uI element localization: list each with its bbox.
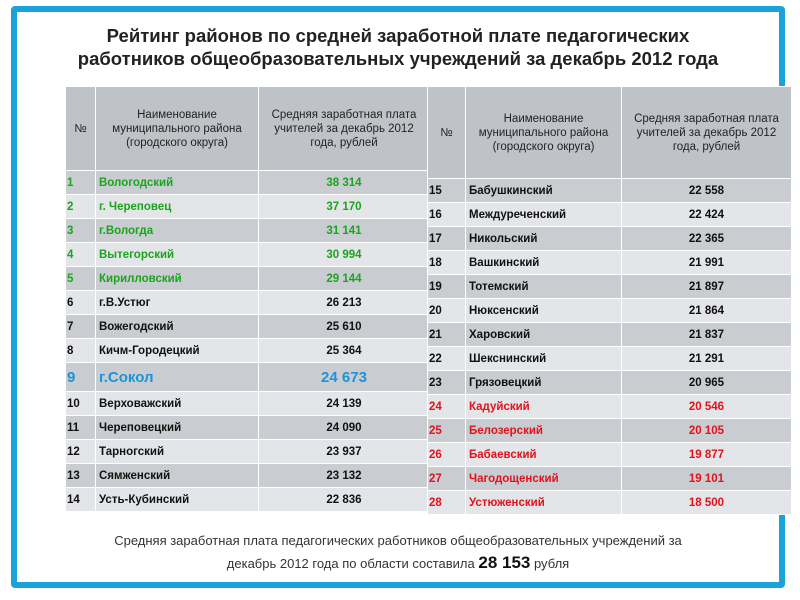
- salary-cell: 21 991: [622, 251, 792, 275]
- district-cell: Никольский: [466, 227, 622, 251]
- district-cell: Междуреченский: [466, 203, 622, 227]
- salary-cell: 24 673: [259, 363, 430, 392]
- rank-cell: 27: [428, 467, 466, 491]
- footer-line-1: Средняя заработная плата педагогических работников общеобразовательных учреждений за: [114, 533, 682, 548]
- district-cell: Бабаевский: [466, 443, 622, 467]
- table-row: [428, 203, 792, 227]
- salary-cell: 19 101: [622, 467, 792, 491]
- salary-cell: 22 365: [622, 227, 792, 251]
- table-row: [428, 299, 792, 323]
- table-row: [428, 371, 792, 395]
- header-name: Наименование муниципального района (городского округа): [466, 87, 622, 179]
- table-row: [66, 219, 430, 243]
- table-row: [428, 227, 792, 251]
- salary-cell: 20 546: [622, 395, 792, 419]
- salary-cell: 26 213: [259, 291, 430, 315]
- district-cell: Верховажский: [96, 392, 259, 416]
- district-cell: г.В.Устюг: [96, 291, 259, 315]
- salary-cell: 29 144: [259, 267, 430, 291]
- table-row: [428, 419, 792, 443]
- rank-cell: 10: [66, 392, 96, 416]
- salary-cell: 22 836: [259, 488, 430, 512]
- district-cell: Кичм-Городецкий: [96, 339, 259, 363]
- salary-cell: 21 897: [622, 275, 792, 299]
- salary-cell: 21 837: [622, 323, 792, 347]
- rank-cell: 3: [66, 219, 96, 243]
- rank-cell: 1: [66, 171, 96, 195]
- salary-cell: 19 877: [622, 443, 792, 467]
- rank-cell: 13: [66, 464, 96, 488]
- rank-cell: 18: [428, 251, 466, 275]
- table-row: [428, 491, 792, 515]
- rank-cell: 25: [428, 419, 466, 443]
- rank-cell: 28: [428, 491, 466, 515]
- table-row: [428, 443, 792, 467]
- header-num: №: [66, 87, 96, 171]
- district-cell: Усть-Кубинский: [96, 488, 259, 512]
- district-cell: г.Сокол: [96, 363, 259, 392]
- rank-cell: 4: [66, 243, 96, 267]
- rank-cell: 24: [428, 395, 466, 419]
- footer-line-2: [17, 552, 779, 575]
- salary-cell: 21 291: [622, 347, 792, 371]
- rank-cell: 8: [66, 339, 96, 363]
- district-cell: г.Вологда: [96, 219, 259, 243]
- footer-summary: [17, 530, 779, 575]
- ranking-table-right: [427, 86, 792, 515]
- rank-cell: 6: [66, 291, 96, 315]
- regional-average-value: 28 153: [478, 553, 531, 572]
- table-row: [66, 267, 430, 291]
- table-row: [66, 171, 430, 195]
- table-row: [428, 395, 792, 419]
- table-row: [66, 464, 430, 488]
- rank-cell: 7: [66, 315, 96, 339]
- rank-cell: 12: [66, 440, 96, 464]
- rank-cell: 16: [428, 203, 466, 227]
- header-name: Наименование муниципального района (городского округа): [96, 87, 259, 171]
- rank-cell: 5: [66, 267, 96, 291]
- rank-cell: 15: [428, 179, 466, 203]
- salary-cell: 20 965: [622, 371, 792, 395]
- table-row: [66, 243, 430, 267]
- table-row: [428, 275, 792, 299]
- salary-cell: 24 139: [259, 392, 430, 416]
- table-row: [66, 488, 430, 512]
- header-num: №: [428, 87, 466, 179]
- right-table-body: [428, 179, 792, 515]
- district-cell: Бабушкинский: [466, 179, 622, 203]
- rank-cell: 19: [428, 275, 466, 299]
- table-row: [66, 392, 430, 416]
- rank-cell: 23: [428, 371, 466, 395]
- header-salary: Средняя заработная плата учителей за декабрь 2012 года, рублей: [622, 87, 792, 179]
- district-cell: Грязовецкий: [466, 371, 622, 395]
- rank-cell: 20: [428, 299, 466, 323]
- header-salary: Средняя заработная плата учителей за декабрь 2012 года, рублей: [259, 87, 430, 171]
- rank-cell: 9: [66, 363, 96, 392]
- title-line-1: Рейтинг районов по средней заработной плате педагогических: [106, 25, 690, 46]
- footer-line-2-text: декабрь 2012 года по области составила: [226, 556, 479, 571]
- district-cell: Вашкинский: [466, 251, 622, 275]
- table-row: [428, 179, 792, 203]
- rank-cell: 22: [428, 347, 466, 371]
- table-row: [66, 195, 430, 219]
- rank-cell: 2: [66, 195, 96, 219]
- district-cell: Кадуйский: [466, 395, 622, 419]
- table-row: [66, 315, 430, 339]
- district-cell: Шекснинский: [466, 347, 622, 371]
- table-row: [428, 467, 792, 491]
- salary-cell: 22 558: [622, 179, 792, 203]
- salary-cell: 23 937: [259, 440, 430, 464]
- district-cell: Вологодский: [96, 171, 259, 195]
- title-line-2: работников общеобразовательных учреждений за декабрь 2012 года: [77, 48, 719, 69]
- salary-cell: 24 090: [259, 416, 430, 440]
- district-cell: Тарногский: [96, 440, 259, 464]
- footer-currency: рубля: [530, 556, 570, 571]
- table-row: [66, 440, 430, 464]
- district-cell: Устюженский: [466, 491, 622, 515]
- rank-cell: 14: [66, 488, 96, 512]
- salary-cell: 18 500: [622, 491, 792, 515]
- left-table-body: [66, 171, 430, 512]
- district-cell: Харовский: [466, 323, 622, 347]
- rank-cell: 17: [428, 227, 466, 251]
- district-cell: г. Череповец: [96, 195, 259, 219]
- salary-cell: 30 994: [259, 243, 430, 267]
- table-row: [428, 323, 792, 347]
- district-cell: Чагодощенский: [466, 467, 622, 491]
- salary-cell: 31 141: [259, 219, 430, 243]
- salary-cell: 23 132: [259, 464, 430, 488]
- district-cell: Череповецкий: [96, 416, 259, 440]
- salary-cell: 37 170: [259, 195, 430, 219]
- salary-cell: 21 864: [622, 299, 792, 323]
- ranking-table-left: [65, 86, 430, 512]
- district-cell: Белозерский: [466, 419, 622, 443]
- salary-cell: 38 314: [259, 171, 430, 195]
- district-cell: Тотемский: [466, 275, 622, 299]
- salary-cell: 22 424: [622, 203, 792, 227]
- district-cell: Вытегорский: [96, 243, 259, 267]
- table-row: [66, 363, 430, 392]
- district-cell: Кирилловский: [96, 267, 259, 291]
- table-row: [428, 347, 792, 371]
- rank-cell: 21: [428, 323, 466, 347]
- table-row: [428, 251, 792, 275]
- salary-cell: 20 105: [622, 419, 792, 443]
- rank-cell: 11: [66, 416, 96, 440]
- table-row: [66, 416, 430, 440]
- slide-frame: [11, 6, 785, 588]
- district-cell: Сямженский: [96, 464, 259, 488]
- district-cell: Вожегодский: [96, 315, 259, 339]
- slide-title: [17, 24, 779, 70]
- table-row: [66, 339, 430, 363]
- rank-cell: 26: [428, 443, 466, 467]
- table-row: [66, 291, 430, 315]
- salary-cell: 25 610: [259, 315, 430, 339]
- salary-cell: 25 364: [259, 339, 430, 363]
- district-cell: Нюксенский: [466, 299, 622, 323]
